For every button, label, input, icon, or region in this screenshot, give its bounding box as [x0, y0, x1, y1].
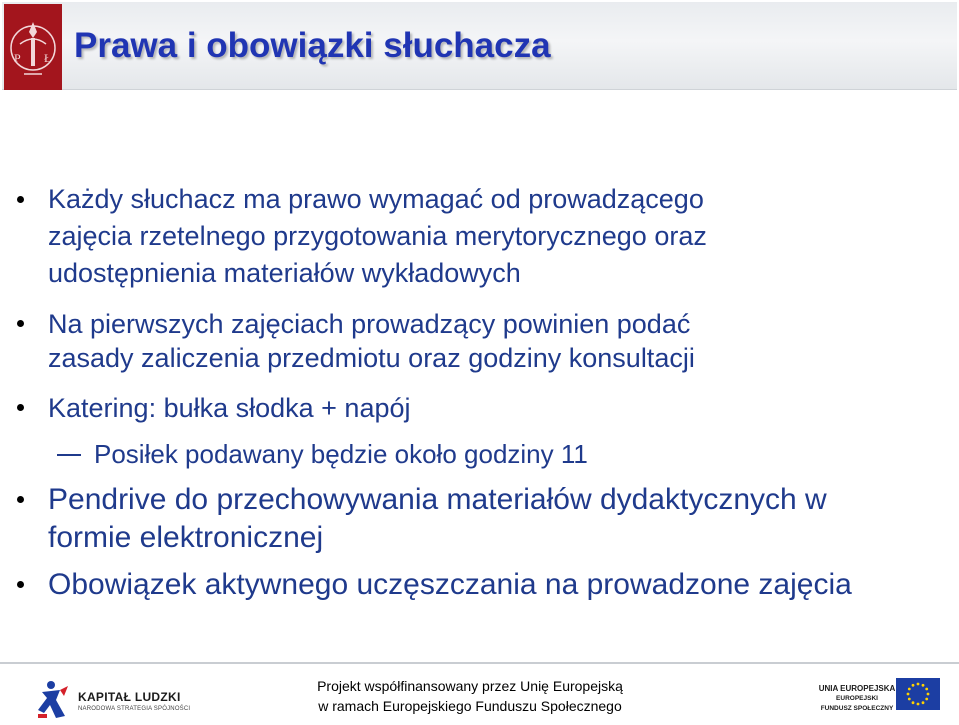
- bullet-line: formie elektronicznej: [48, 521, 324, 554]
- eu-line-2: EUROPEJSKI: [836, 695, 878, 702]
- svg-text:Ł: Ł: [44, 51, 52, 65]
- bullet-item: [48, 481, 827, 557]
- bullet-dot-icon: [17, 581, 24, 588]
- eu-line-3: FUNDUSZ SPOŁECZNY: [820, 705, 894, 712]
- bullet-line: Obowiązek aktywnego uczęszczania na prowadzone zajęcia: [48, 568, 852, 601]
- bullet-line: Pendrive do przechowywania materiałów dydaktycznych w: [48, 483, 827, 516]
- bullet-line: zasady zaliczenia przedmiotu oraz godziny konsultacji: [48, 343, 695, 373]
- bullet-dot-icon: [17, 404, 24, 411]
- project-line-2: w ramach Europejskiego Funduszu Społecznego: [318, 698, 622, 714]
- project-line-1: Projekt współfinansowany przez Unię Europejską: [317, 678, 623, 694]
- slide-header: [2, 2, 957, 90]
- eu-flag-icon: [896, 678, 940, 710]
- bullet-dot-icon: [17, 320, 24, 327]
- bullet-item: [48, 391, 411, 425]
- bullet-item: [48, 307, 695, 375]
- svg-text:P: P: [14, 51, 21, 65]
- kapital-ludzki-title: KAPITAŁ LUDZKI: [78, 690, 181, 704]
- kapital-ludzki-subtitle: NARODOWA STRATEGIA SPÓJNOŚCI: [78, 706, 191, 712]
- eu-label: [812, 684, 902, 714]
- university-logo-icon: [4, 4, 62, 90]
- bullet-line: zajęcia rzetelnego przygotowania merytorycznego oraz: [48, 221, 707, 251]
- bullet-line: Każdy słuchacz ma prawo wymagać od prowadzącego: [48, 184, 704, 214]
- bullet-dot-icon: [17, 196, 24, 203]
- kapital-ludzki-logo-icon: [38, 676, 72, 725]
- sub-bullet-item: [94, 437, 588, 471]
- bullet-item: [48, 566, 852, 604]
- project-funding-note: [300, 676, 640, 716]
- eu-line-1: UNIA EUROPEJSKA: [818, 684, 896, 693]
- page-title: Prawa i obowiązki słuchacza: [74, 26, 551, 65]
- bullet-line: Na pierwszych zajęciach prowadzący powinien podać: [48, 309, 691, 339]
- footer-divider: [0, 662, 959, 664]
- bullet-line: udostępnienia materiałów wykładowych: [48, 258, 521, 288]
- bullet-line: Katering: bułka słodka + napój: [48, 393, 411, 423]
- dash-icon: [57, 454, 81, 456]
- sub-bullet-line: Posiłek podawany będzie około godziny 11: [94, 439, 588, 469]
- bullet-item: [48, 181, 707, 292]
- bullet-dot-icon: [17, 496, 24, 503]
